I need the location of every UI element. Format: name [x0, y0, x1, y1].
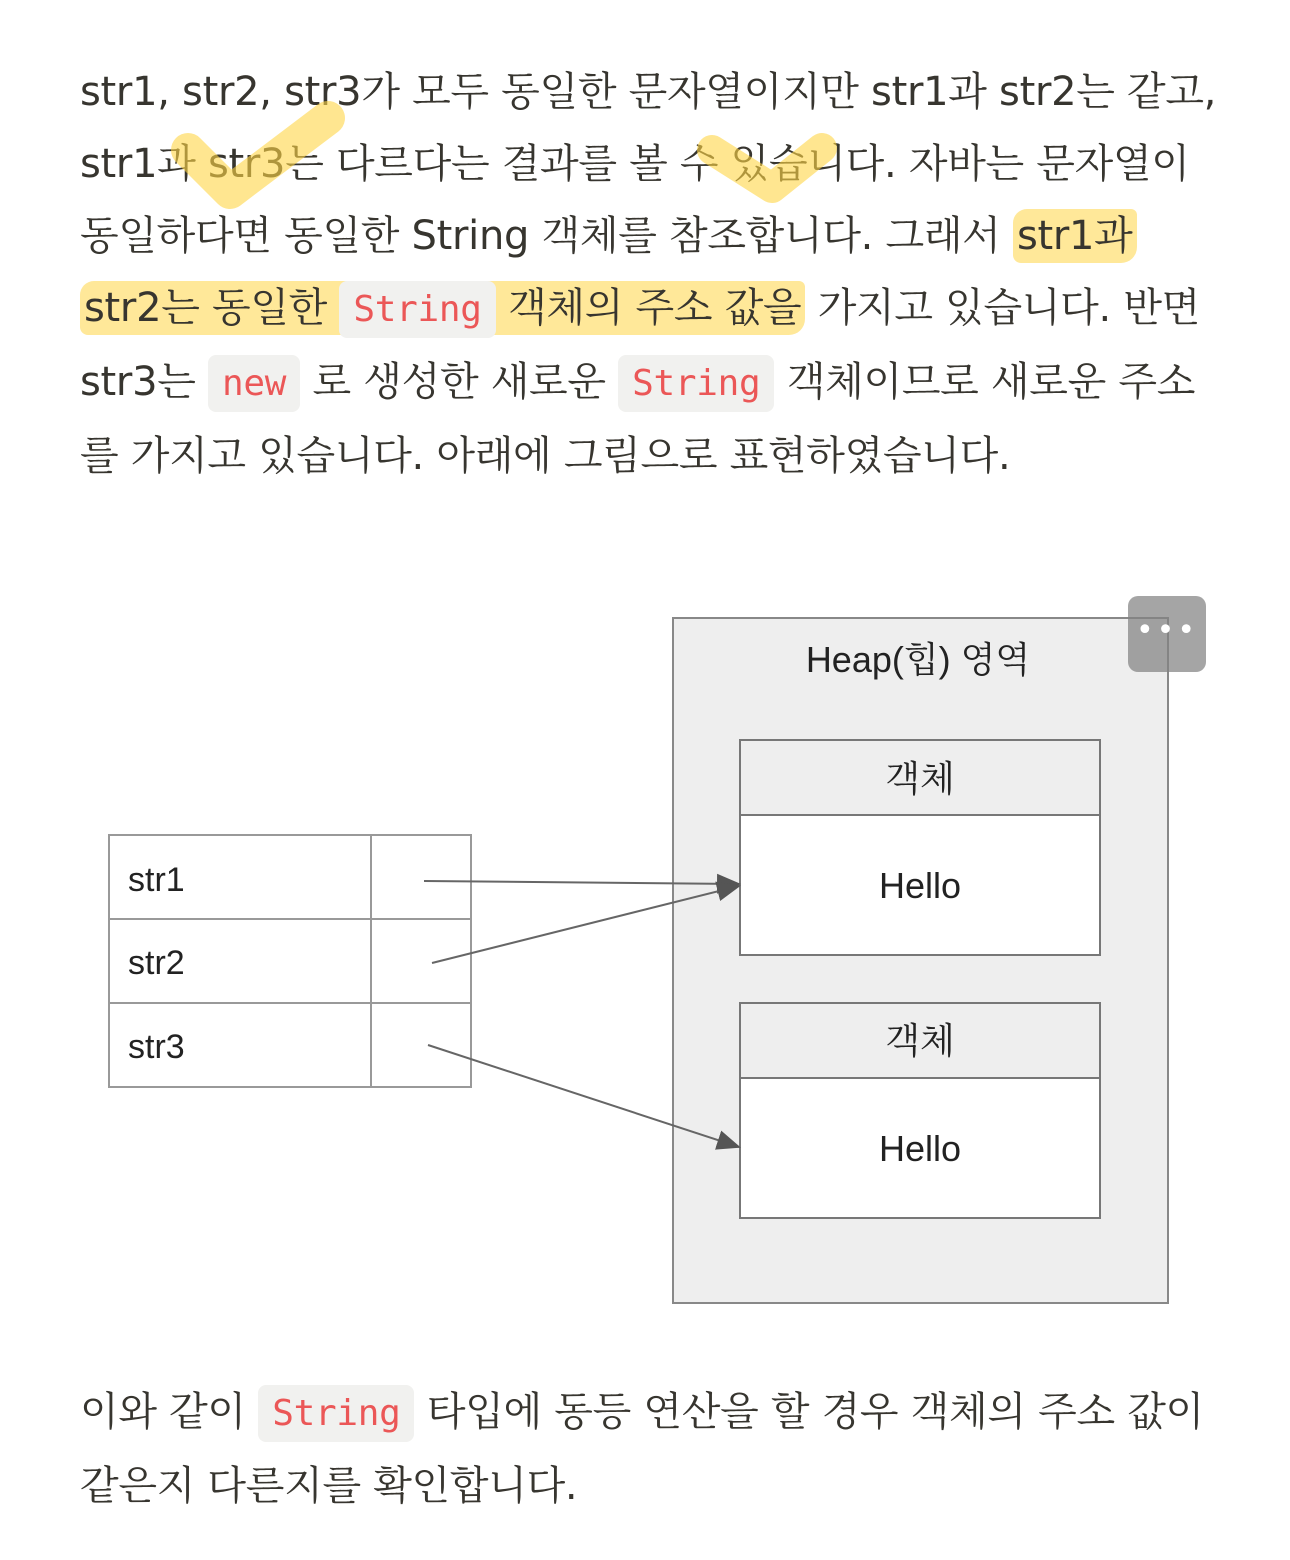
variable-name-str2: str2	[128, 944, 185, 982]
paragraph-text: 가지고 있습니다. 반면 str3는	[80, 285, 1201, 405]
heap-object	[740, 1003, 1100, 1218]
object-value: Hello	[878, 1128, 962, 1169]
inline-code-new: new	[208, 355, 300, 412]
paragraph-equality-operator	[80, 1376, 1220, 1522]
paragraph-text: 타입에 동등 연산을 할 경우 객체의 주소 값이 같은지 다른지를 확인합니다.	[80, 1389, 1204, 1509]
heap-object	[740, 740, 1100, 955]
inline-code-string: String	[258, 1385, 414, 1442]
inline-code-string: String	[618, 355, 774, 412]
paragraph-text: 이와 같이	[80, 1389, 259, 1435]
memory-diagram	[100, 610, 1200, 1320]
highlighted-text-part: str1과 str2는 동일한	[84, 213, 1133, 331]
paragraph-text: 객체이므로 새로운 주소를 가지고 있습니다. 아래에 그림으로 표현하였습니다.	[80, 359, 1196, 479]
paragraph-string-comparison	[80, 56, 1220, 492]
inline-code-string: String	[339, 281, 495, 338]
more-options-button[interactable]: •••	[1128, 596, 1206, 672]
heap-title: Heap(힙) 영역	[805, 639, 1031, 680]
object-value: Hello	[878, 865, 962, 906]
variable-name-str3: str3	[128, 1028, 185, 1066]
object-header: 객체	[885, 1020, 955, 1061]
highlighted-text-part: 객체의 주소 값을	[495, 285, 802, 331]
object-header: 객체	[885, 758, 955, 799]
paragraph-text: str1, str2, str3가 모두 동일한 문자열이지만 str1과 str2는 같고, str1과 str3는 다르다는 결과를 볼 수 있습니다. 자바는 문자열이 동일하다면 동일한 String 객체를 참조합니다. 그래서	[80, 69, 1217, 259]
variable-table	[109, 835, 471, 1087]
variable-name-str1: str1	[128, 861, 185, 899]
paragraph-text: 로 생성한 새로운	[300, 359, 619, 405]
